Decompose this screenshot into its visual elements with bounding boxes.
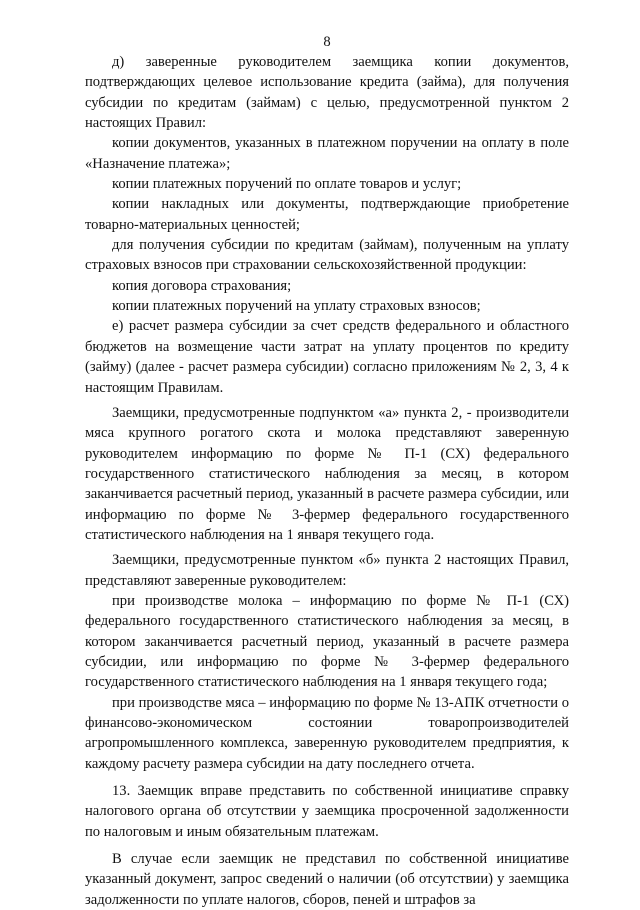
- paragraph-item-e: е) расчет размера субсидии за счет средств федерального и областного бюджетов на возмещение части затрат на уплату процентов по кредиту (займу) (далее - расчет размера субсидии) согласно приложениям № 2, 3, 4 к настоящим Правилам.: [85, 318, 569, 396]
- paragraph-payment-orders-goods: копии платежных поручений по оплате товаров и услуг;: [112, 176, 462, 193]
- paragraph-meat-production: при производстве мяса – информацию по форме № 13-АПК отчетности о финансово-экономическом состоянии товаропроизводителей агропромышленного комплекса, заверенную руководителем предприятия, к каждому расчету размера субсидии на дату последнего отчета.: [85, 694, 569, 772]
- paragraph-borrowers-a: Заемщики, предусмотренные подпунктом «а» пункта 2, - производители мяса крупного рогатого скота и молока представляют заверенную руководителем информацию по форме № П-1 (СХ) федерального государственного статистического наблюдения за месяц, в котором заканчивается расчетный период, указанный в расчете размера субсидии, или информацию по форме № 3-фермер федерального государственного статистического наблюдения на 1 января текущего года.: [85, 404, 569, 543]
- document-page: [85, 32, 569, 910]
- paragraph-item-d: д) заверенные руководителем заемщика копии документов, подтверждающих целевое использование кредита (займа), для получения субсидии по кредитам (займам) с целью, предусмотренной пунктом 2 настоящих Правил:: [85, 54, 569, 132]
- paragraph-insurance-payment-orders: копии платежных поручений на уплату страховых взносов;: [112, 298, 481, 315]
- paragraph-tax-request: В случае если заемщик не представил по собственной инициативе указанный документ, запрос сведений о наличии (об отсутствии) у заемщика задолженности по уплате налогов, сборов, пеней и штрафов за: [85, 851, 569, 908]
- paragraph-insurance-loans: для получения субсидии по кредитам (займам), полученным на уплату страховых взносов при страховании сельскохозяйственной продукции:: [85, 237, 569, 274]
- paragraph-milk-production: при производстве молока – информацию по форме № П-1 (СХ) федерального государственного статистического наблюдения за месяц, в котором заканчивается расчетный период, указанный в расчете размера субсидии, или информацию по форме № 3-фермер федерального государственного статистического наблюдения на 1 января текущего года;: [85, 592, 569, 691]
- paragraph-insurance-contract: копия договора страхования;: [112, 277, 292, 294]
- paragraph-borrowers-b: Заемщики, предусмотренные пунктом «б» пункта 2 настоящих Правил, представляют заверенные руководителем:: [85, 552, 569, 589]
- paragraph-payment-docs: копии документов, указанных в платежном поручении на оплату в поле «Назначение платежа»;: [85, 135, 569, 172]
- page-number: 8: [323, 34, 331, 50]
- paragraph-invoices: копии накладных или документы, подтверждающие приобретение товарно-материальных ценностей;: [85, 196, 569, 233]
- paragraph-section-13: 13. Заемщик вправе представить по собственной инициативе справку налогового органа об отсутствии у заемщика просроченной задолженности по налоговым и иным обязательным платежам.: [85, 783, 569, 840]
